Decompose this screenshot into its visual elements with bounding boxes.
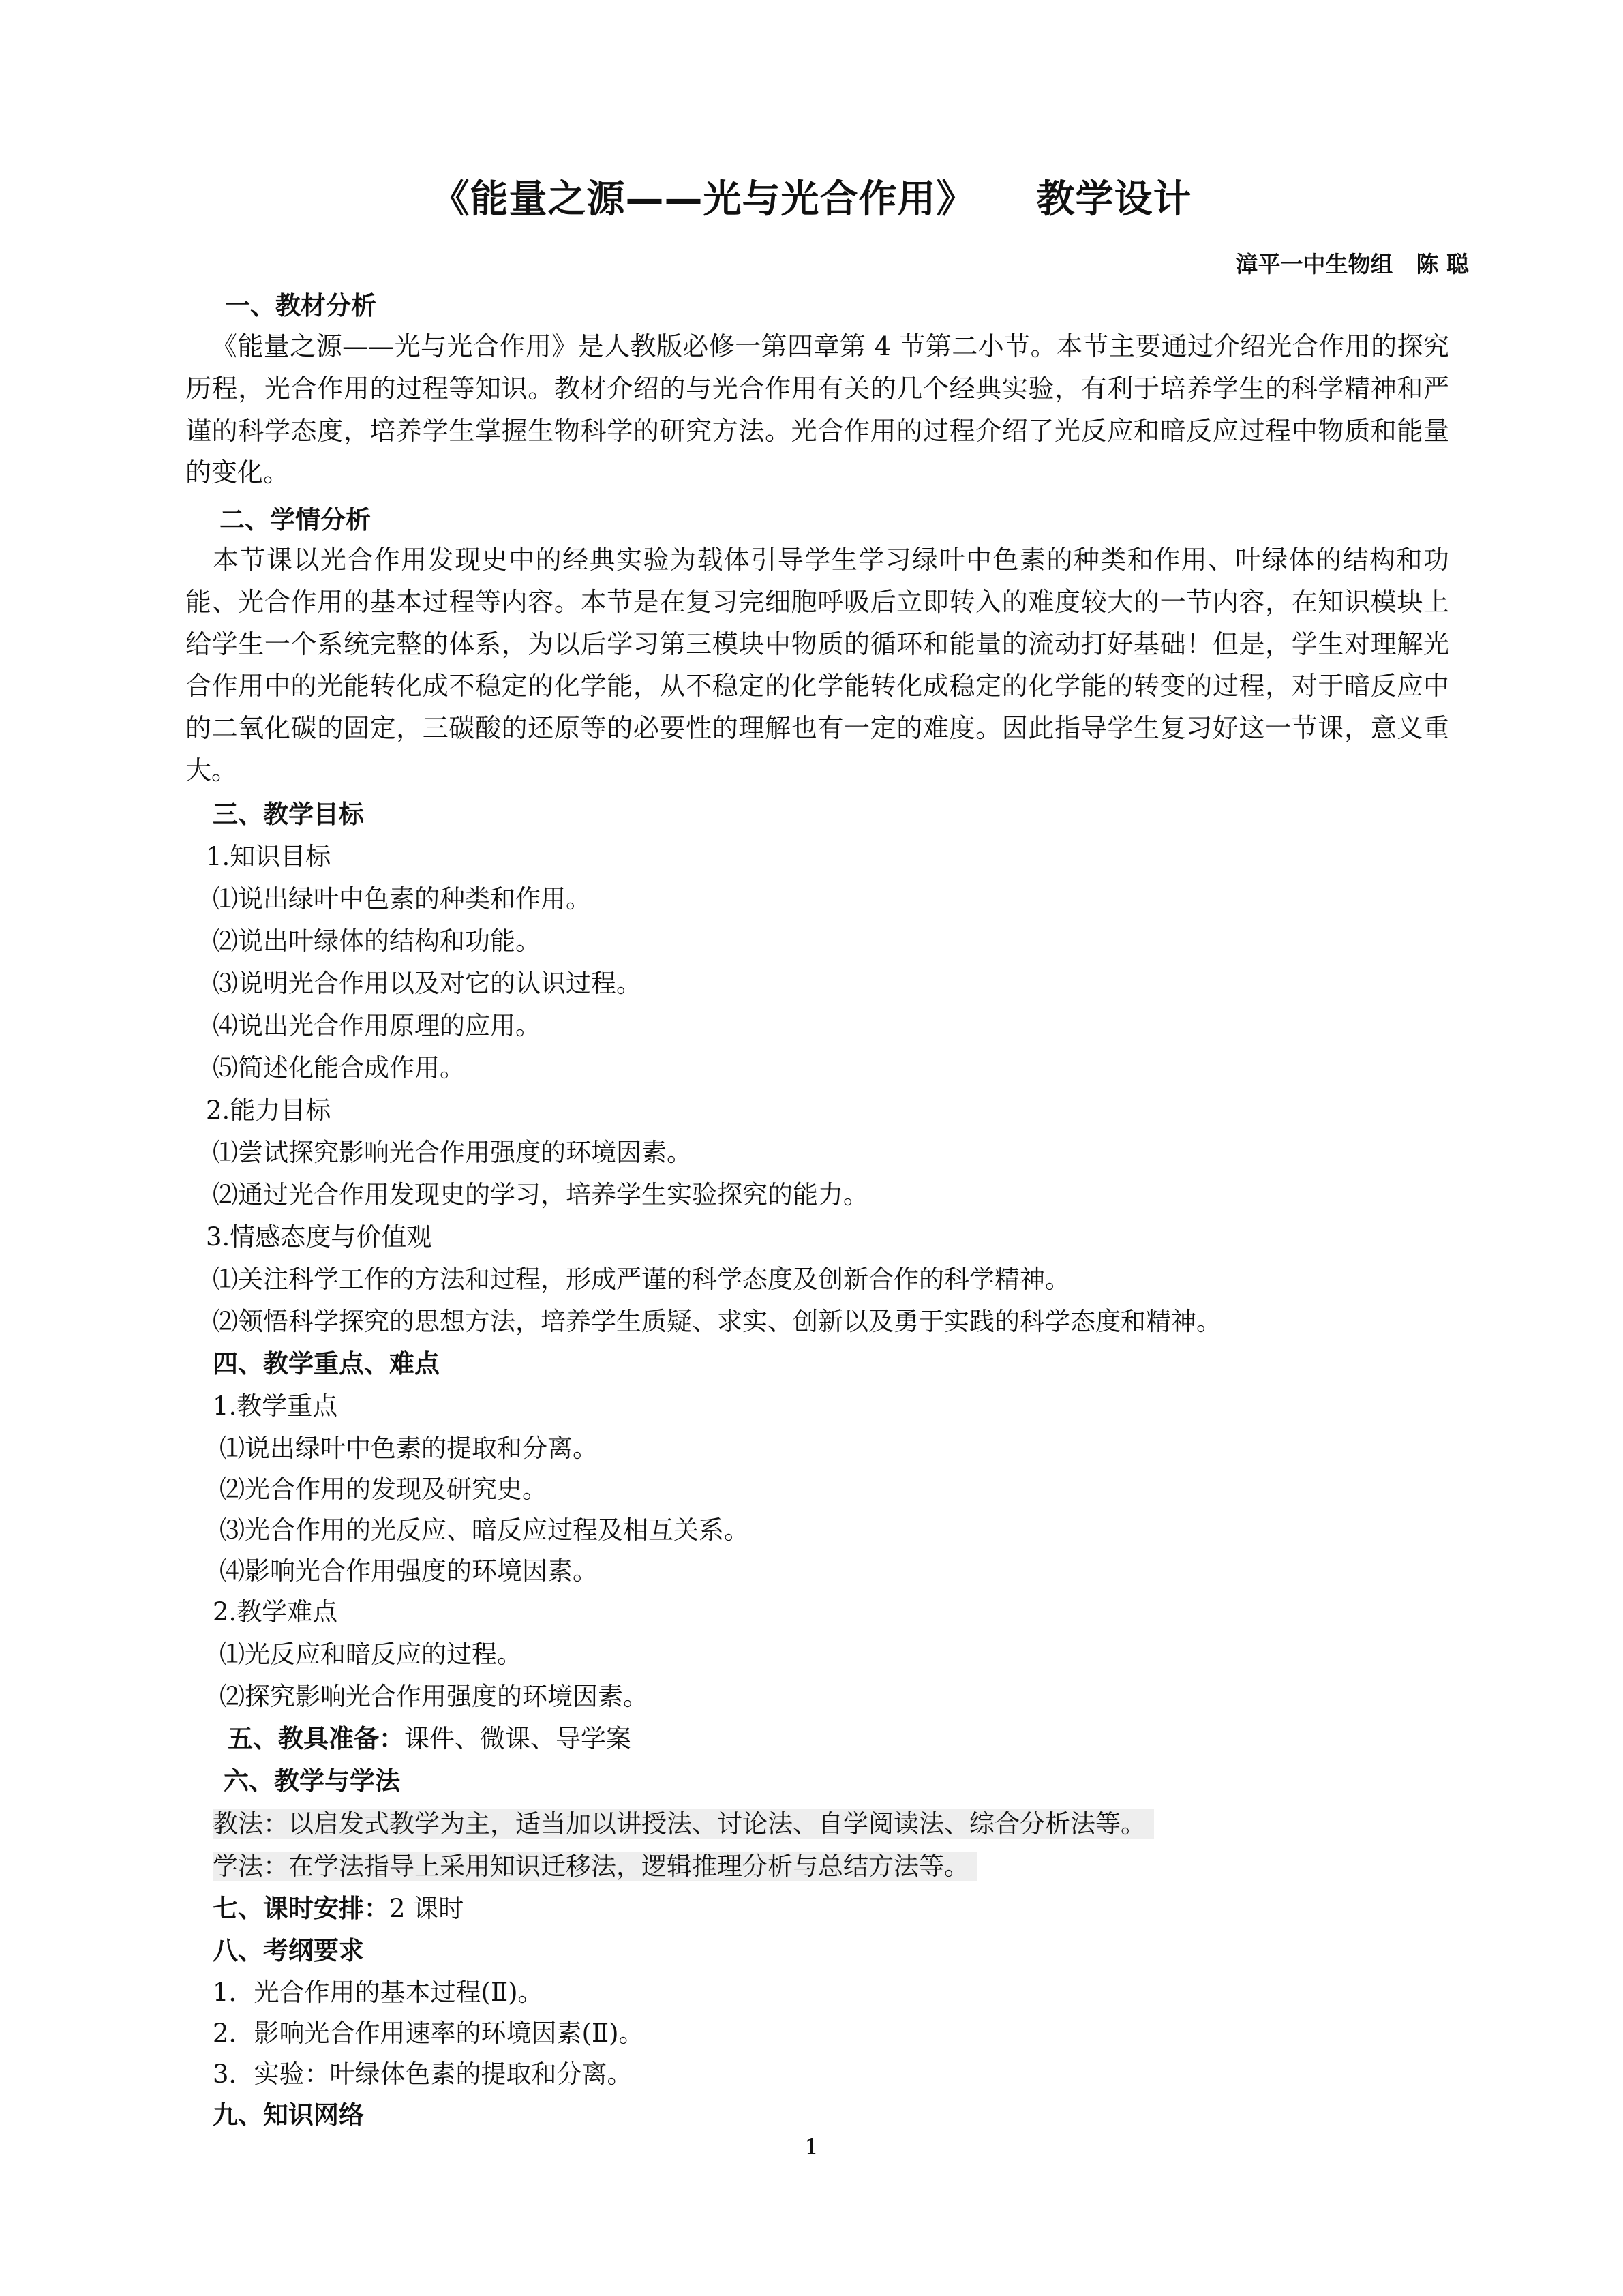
list-item: ⑶光合作用的光反应、暗反应过程及相互关系。 bbox=[219, 1515, 749, 1545]
list-item: ⑸简述化能合成作用。 bbox=[213, 1053, 465, 1083]
list-item: ⑴尝试探究影响光合作用强度的环境因素。 bbox=[213, 1138, 692, 1167]
list-item: ⑴说出绿叶中色素的种类和作用。 bbox=[213, 884, 591, 913]
section-body-textbook-analysis: 《能量之源——光与光合作用》是人教版必修一第四章第 4 节第二小节。本节主要通过介绍光合作用的探究历程，光合作用的过程等知识。教材介绍的与光合作用有关的几个经典实验，有利于培养学生的科学精神和严谨的科学态度，培养学生掌握生物科学的研究方法。光合作用的过程介绍了光反应和暗反应过程中物质和能量的变化。 bbox=[185, 331, 1449, 488]
group-difficult-points: 2.教学难点 bbox=[213, 1597, 338, 1627]
author-name: 陈 聪 bbox=[1416, 251, 1469, 277]
list-item: ⑴说出绿叶中色素的提取和分离。 bbox=[219, 1434, 598, 1463]
list-item: ⑷影响光合作用强度的环境因素。 bbox=[219, 1556, 598, 1586]
goal-group-knowledge: 1.知识目标 bbox=[206, 842, 331, 871]
title-main: 《能量之源——光与光合作用》 bbox=[431, 177, 975, 222]
section-heading-textbook-analysis: 一、教材分析 bbox=[225, 291, 376, 320]
list-item: 3．实验：叶绿体色素的提取和分离。 bbox=[213, 2059, 633, 2089]
list-item: ⑵说出叶绿体的结构和功能。 bbox=[213, 926, 541, 956]
list-item: 1．光合作用的基本过程(Ⅱ)。 bbox=[213, 1978, 543, 2007]
list-item: ⑷说出光合作用原理的应用。 bbox=[213, 1011, 541, 1040]
section-heading-teaching-aids: 五、教具准备： bbox=[228, 1724, 404, 1753]
section-body-teaching-aids: 课件、微课、导学案 bbox=[404, 1724, 631, 1753]
list-item: ⑵领悟科学探究的思想方法，培养学生质疑、求实、创新以及勇于实践的科学态度和精神。 bbox=[213, 1307, 1222, 1336]
goal-group-emotion: 3.情感态度与价值观 bbox=[206, 1222, 432, 1252]
author-org: 漳平一中生物组 bbox=[1235, 251, 1393, 277]
learning-method-text: 学法：在学法指导上采用知识迁移法，逻辑推理分析与总结方法等。 bbox=[213, 1852, 977, 1881]
section-heading-student-analysis: 二、学情分析 bbox=[219, 505, 371, 534]
list-item: ⑶说明光合作用以及对它的认识过程。 bbox=[213, 969, 641, 998]
section-heading-knowledge-network: 九、知识网络 bbox=[213, 2100, 364, 2130]
document-title bbox=[0, 169, 1623, 224]
group-key-points: 1.教学重点 bbox=[213, 1391, 338, 1421]
list-item: ⑵探究影响光合作用强度的环境因素。 bbox=[219, 1682, 648, 1711]
section-heading-schedule: 七、课时安排： bbox=[213, 1894, 389, 1923]
section-heading-key-difficult: 四、教学重点、难点 bbox=[213, 1349, 440, 1378]
section-body-student-analysis: 本节课以光合作用发现史中的经典实验为载体引导学生学习绿叶中色素的种类和作用、叶绿体的结构和功能、光合作用的基本过程等内容。本节是在复习完细胞呼吸后立即转入的难度较大的一节内容，在知识模块上给学生一个系统完整的体系，为以后学习第三模块中物质的循环和能量的流动打好基础！但是，学生对理解光合作用中的光能转化成不稳定的化学能，从不稳定的化学能转化成稳定的化学能的转变的过程，对于暗反应中的二氧化碳的固定，三碳酸的还原等的必要性的理解也有一定的难度。因此指导学生复习好这一节课，意义重大。 bbox=[185, 545, 1449, 785]
teaching-method-text: 教法：以启发式教学为主，适当加以讲授法、讨论法、自学阅读法、综合分析法等。 bbox=[213, 1809, 1154, 1839]
title-suffix: 教学设计 bbox=[1036, 177, 1192, 222]
section-heading-teaching-goals: 三、教学目标 bbox=[213, 800, 364, 829]
section-schedule bbox=[213, 1892, 464, 1926]
list-item: 2．影响光合作用速率的环境因素(Ⅱ)。 bbox=[213, 2019, 644, 2048]
section-body-schedule: 2 课时 bbox=[389, 1894, 464, 1923]
list-item: ⑴关注科学工作的方法和过程，形成严谨的科学态度及创新合作的科学精神。 bbox=[213, 1265, 1070, 1294]
learning-method bbox=[213, 1849, 977, 1884]
list-item: ⑵通过光合作用发现史的学习，培养学生实验探究的能力。 bbox=[213, 1180, 868, 1209]
list-item: ⑵光合作用的发现及研究史。 bbox=[219, 1475, 547, 1504]
teaching-method bbox=[213, 1807, 1154, 1841]
section-heading-methods: 六、教学与学法 bbox=[224, 1766, 400, 1796]
author-line bbox=[1236, 247, 1470, 279]
list-item: ⑴光反应和暗反应的过程。 bbox=[219, 1640, 522, 1669]
section-heading-syllabus: 八、考纲要求 bbox=[213, 1936, 364, 1965]
section-teaching-aids bbox=[228, 1722, 631, 1756]
goal-group-ability: 2.能力目标 bbox=[206, 1096, 331, 1125]
page-number: 1 bbox=[804, 2134, 819, 2160]
